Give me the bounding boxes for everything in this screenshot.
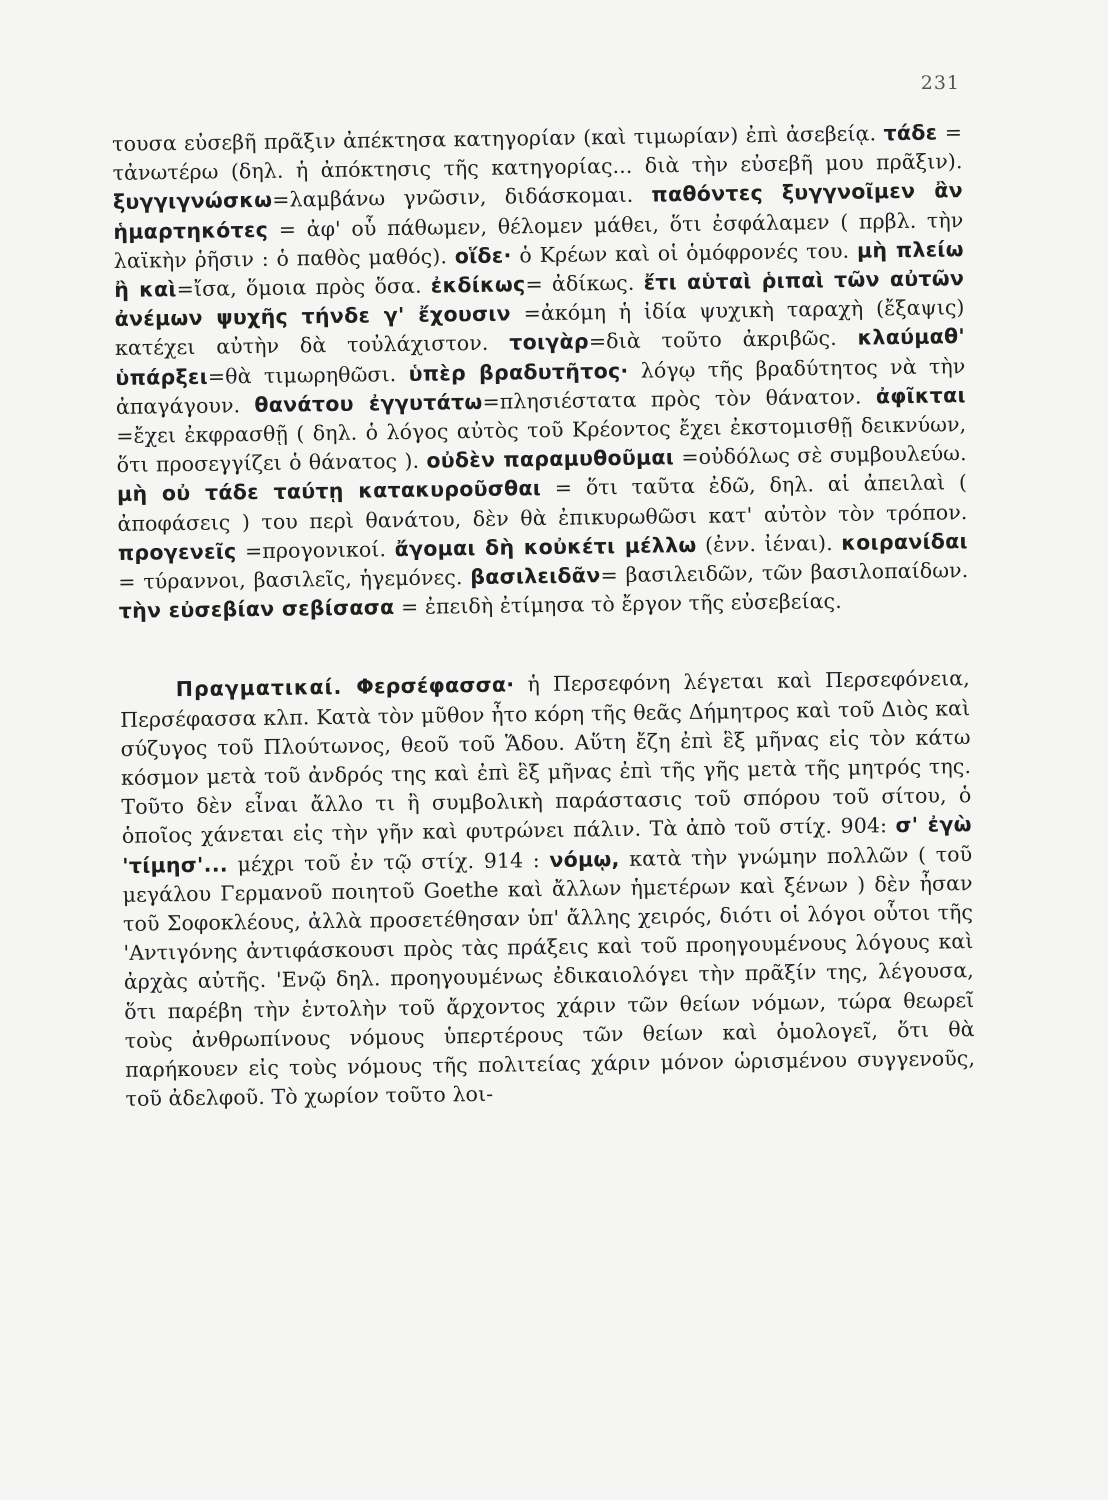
notes-paragraph-factual: [120, 665, 976, 1115]
text-segment: (ἐνν. ἰέναι).: [696, 530, 842, 557]
lemma-term: μὴ οὐ τάδε ταύτῃ κατακυροῦσθαι: [116, 476, 542, 507]
lemma-term: οὐδὲν παραμυθοῦμαι: [426, 445, 675, 473]
page-number: 231: [920, 72, 960, 94]
lemma-term: παθόντες ξυγγνοῖμεν ἂν ἡμαρτηκότες: [113, 178, 964, 244]
lemma-term: νόμῳ,: [549, 846, 620, 872]
text-segment: = βασιλειδῶν, τῶν βασιλοπαίδων.: [600, 558, 969, 588]
text-segment: ἡ Περσεφόνη λέγεται καὶ Περσεφόνεια, Περσέφασσα κλπ. Κατὰ τὸν μῦθον ἦτο κόρη τῆς θεᾶς Δήμητρος καὶ τοῦ Διὸς καὶ σύζυγος τοῦ Πλούτωνος, θεοῦ τοῦ Ἅδου. Αὕτη ἔζη ἐπὶ ἓξ μῆνας εἰς τὸν κάτω κόσμον μετὰ τοῦ ἀνδρός της καὶ ἐπὶ ἓξ μῆνας ἐπὶ τῆς γῆς μετὰ τῆς μητρός της. Τοῦτο δὲν εἶναι ἄλλο τι ἢ συμβολικὴ παράστασις τοῦ σπόρου τοῦ σίτου, ὁ ὁποῖος χάνεται εἰς τὴν γῆν καὶ φυτρώνει πάλιν. Τὰ ἀπὸ τοῦ στίχ. 904:: [120, 666, 972, 849]
lemma-term: ἀφῖκται: [875, 382, 966, 409]
lemma-term: θανάτου ἐγγυτάτω: [254, 389, 483, 417]
lemma-term: ἐκδίκως: [430, 272, 526, 298]
text-segment: λόγῳ τῆς βραδύτητος νὰ τὴν ἀπαγάγουν.: [115, 353, 966, 419]
lemma-term: ἔτι αὑταὶ ῥιπαὶ τῶν αὐτῶν ἀνέμων ψυχῆς τήνδε γ' ἔχουσιν: [114, 266, 965, 332]
text-segment: τουσα εὐσεβῆ πρᾶξιν ἀπέκτησα κατηγορίαν (καὶ τιμωρίαν) ἐπὶ ἀσεβείᾳ.: [112, 121, 884, 156]
lemma-term: ὑπὲρ βραδυτῆτος·: [408, 358, 629, 386]
lemma-term: οἵδε·: [454, 243, 512, 269]
text-segment: =λαμβάνω γνῶσιν, διδάσκομαι.: [272, 182, 652, 213]
text-segment: κατὰ τὴν γνώμην πολλῶν ( τοῦ μεγάλου Γερμανοῦ ποιητοῦ Goethe καὶ ἄλλων ἡμετέρων καὶ ξένων ) δὲν ἦσαν τοῦ Σοφοκλέους, ἀλλὰ προσετέθησαν ὑπ' ἄλλης χειρός, διότι οἱ λόγοι οὗτοι τῆς 'Αντιγόνης ἀντιφάσκουσι πρὸς τὰς πράξεις καὶ τοῦ προηγουμένους λόγους καὶ ἀρχὰς αὐτῆς. 'Ενῷ δηλ. προηγουμένως ἐδικαιολόγει τὴν πρᾶξίν της, λέγουσα, ὅτι παρέβη τὴν ἐντολὴν τοῦ ἄρχοντος χάριν τῶν θείων νόμων, τώρα θεωρεῖ τοὺς ἀνθρωπίνους νόμους ὑπερτέρους τῶν θείων καὶ ὁμολογεῖ, ὅτι θὰ παρήκουεν εἰς τοὺς νόμους τῆς πολιτείας χάριν μόνον ὡρισμένου συγγενοῦς, τοῦ ἀδελφοῦ. Τὸ χωρίον τοῦτο λοι-: [122, 841, 976, 1112]
lemma-term: τάδε: [883, 120, 938, 146]
text-segment: =ἴσα, ὅμοια πρὸς ὅσα.: [176, 273, 431, 302]
text-segment: =θὰ τιμωρηθῶσι.: [207, 361, 409, 389]
notes-paragraph-glossary: [112, 118, 969, 626]
lemma-term: ἄγομαι δὴ κοὐκέτι μέλλω: [394, 532, 697, 561]
text-segment: = ἐπειδὴ ἐτίμησα τὸ ἔργον τῆς εὐσεβείας.: [394, 589, 842, 620]
text-segment: =πλησιέστατα πρὸς τὸν θάνατον.: [482, 384, 877, 414]
lemma-term: μὴ πλείω ἢ καὶ: [114, 236, 964, 302]
commentary-notes: [112, 118, 976, 1114]
lemma-term: Φερσέφασσα·: [342, 672, 515, 700]
text-segment: = ὅτι ταῦτα ἐδῶ, δηλ. αἱ ἀπειλαὶ ( ἀποφάσεις ) του περὶ θανάτου, δὲν θὰ ἐπικυρωθῶσι κατ' αὐτὸν τὸν τρόπον.: [117, 470, 968, 536]
lemma-term: προγενεῖς: [117, 539, 237, 565]
text-segment: ὁ Κρέων καὶ οἱ ὁμόφρονές του.: [511, 238, 858, 268]
text-segment: = ἀφ' οὗ πάθωμεν, θέλομεν μάθει, ὅτι ἐσφάλαμεν ( πρβλ. τὴν λαϊκὴν ῥῆσιν : ὁ παθὸς μαθός).: [113, 207, 964, 273]
text-segment: =ἀκόμη ἡ ἰδία ψυχικὴ ταραχὴ (ἔξαψις) κατέχει αὐτὴν δὰ τοὐλάχιστον.: [114, 295, 965, 361]
lemma-term: ξυγγιγνώσκω: [112, 188, 273, 215]
lemma-term: κοιρανίδαι: [841, 528, 969, 555]
section-heading: Πραγματικαί.: [175, 675, 343, 702]
lemma-term: σ' ἐγὼ 'τίμησ'...: [122, 812, 972, 878]
text-segment: = τἀνωτέρω (δηλ. ἡ ἀπόκτησις τῆς κατηγορίας... διὰ τὴν εὐσεβῆ μου πρᾶξιν).: [112, 120, 963, 186]
lemma-term: τὴν εὐσεβίαν σεβίσασα: [118, 595, 395, 624]
text-segment: =διὰ τοῦτο ἀκριβῶς.: [588, 326, 858, 354]
text-segment: = ἀδίκως.: [525, 270, 644, 297]
text-segment: =προγονικοί.: [236, 536, 395, 564]
lemma-term: βασιλειδᾶν: [470, 563, 601, 590]
text-segment: =ἔχει ἐκφρασθῇ ( δηλ. ὁ λόγος αὐτὸς τοῦ Κρέοντος ἔχει ἐκστομισθῇ δεικνύων, ὅτι προσεγγίζει ὁ θάνατος ).: [116, 412, 967, 478]
lemma-term: κλαύμαθ' ὑπάρξει: [115, 324, 966, 390]
text-segment: =οὐδόλως σὲ συμβουλεύω.: [673, 441, 967, 470]
text-segment: = τύραννοι, βασιλεῖς, ἡγεμόνες.: [118, 565, 471, 595]
lemma-term: τοιγὰρ: [509, 329, 590, 355]
text-segment: μέχρι τοῦ ἐν τῷ στίχ. 914 :: [227, 847, 550, 877]
